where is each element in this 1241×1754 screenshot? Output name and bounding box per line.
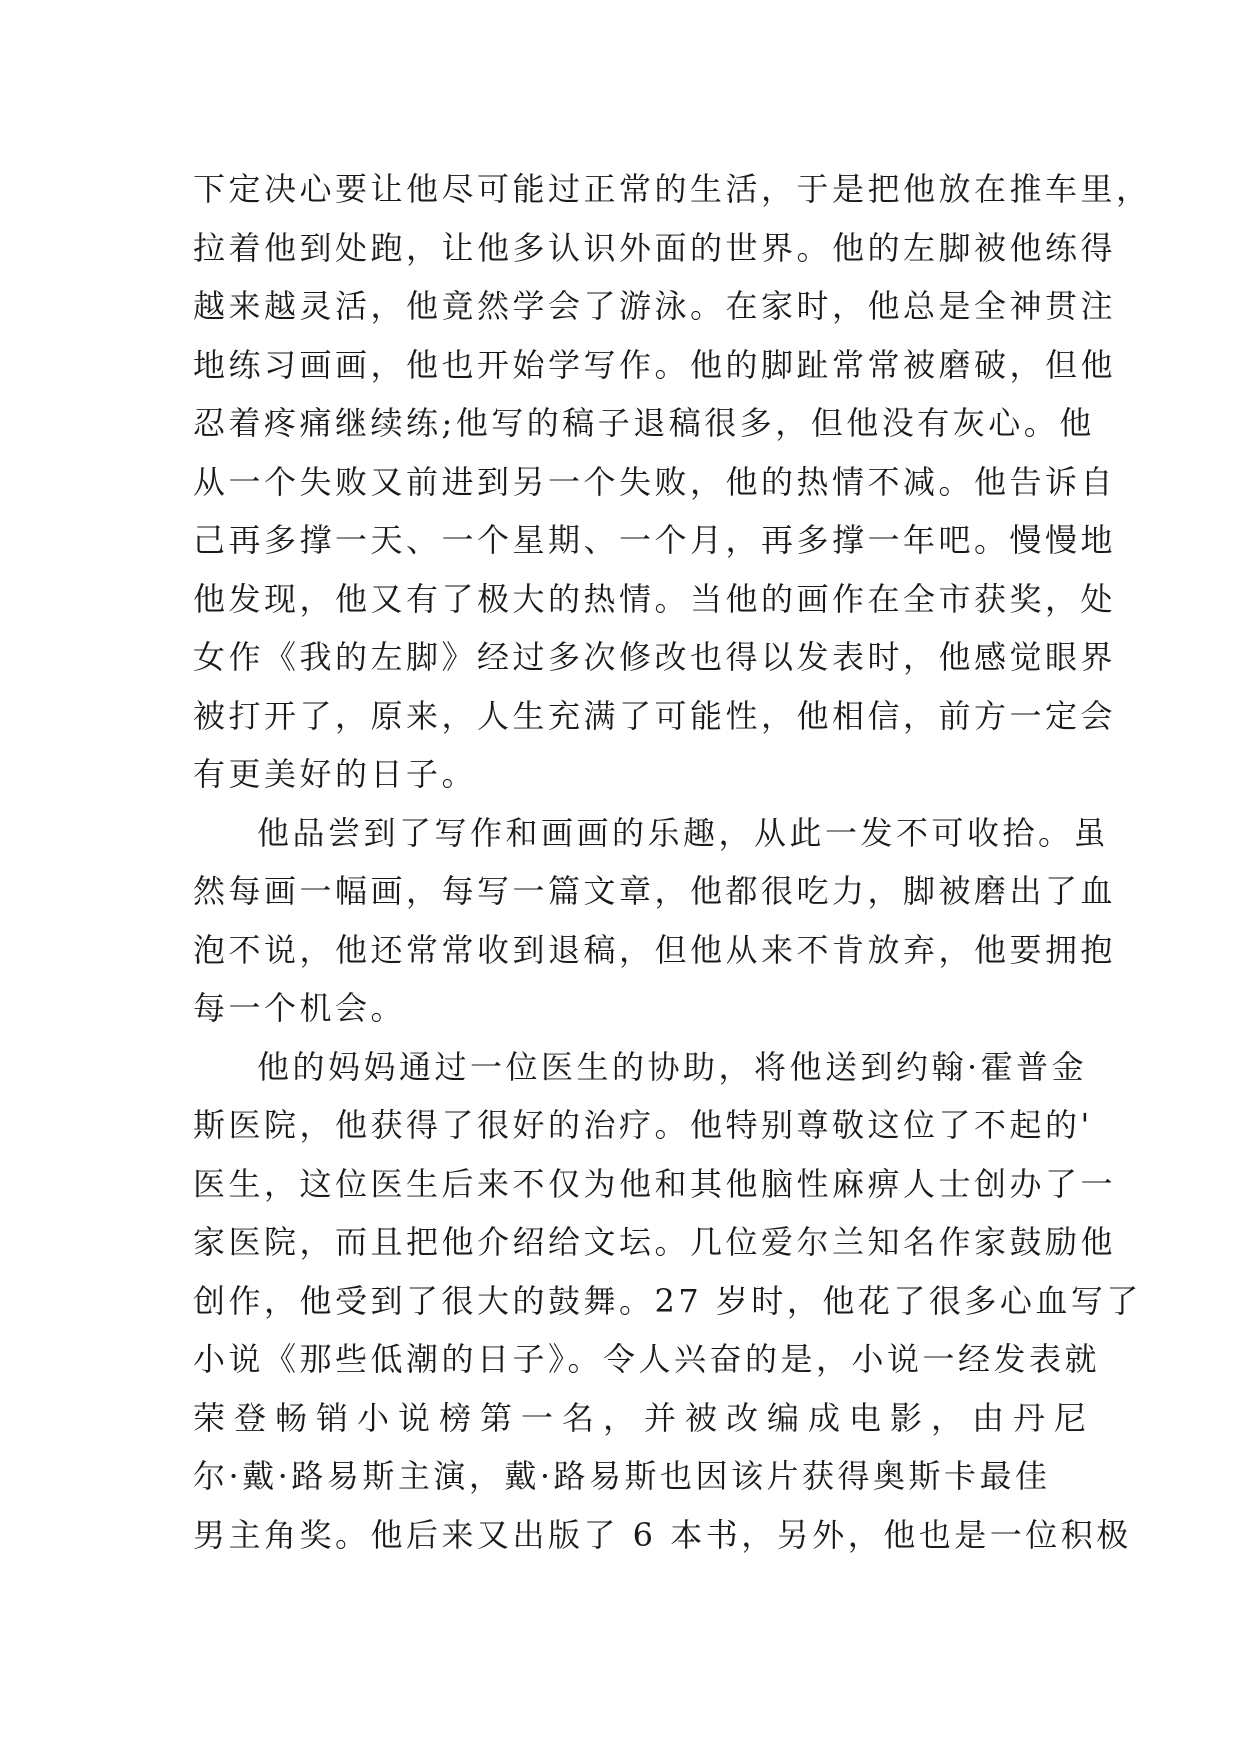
paragraph-start-line: 他的妈妈通过一位医生的协助，将他送到约翰·霍普金 xyxy=(257,1047,1088,1086)
text-line: 荣登畅销小说榜第一名，并被改编成电影，由丹尼 xyxy=(193,1398,1096,1437)
text-line: 斯医院，他获得了很好的治疗。他特别尊敬这位了不起的' xyxy=(193,1106,1093,1144)
text-line: 女作《我的左脚》经过多次修改也得以发表时，他感觉眼界 xyxy=(193,638,1117,676)
text-line: 然每画一幅画，每写一篇文章，他都很吃力，脚被磨出了血 xyxy=(193,872,1117,910)
text-line: 有更美好的日子。 xyxy=(193,755,478,793)
text-line: 尔·戴·路易斯主演，戴·路易斯也因该片获得奥斯卡最佳 xyxy=(193,1457,1051,1495)
text-line: 他发现，他又有了极大的热情。当他的画作在全市获奖，处 xyxy=(193,579,1117,618)
text-line: 创作，他受到了很大的鼓舞。27 岁时，他花了很多心血写了 xyxy=(193,1281,1142,1320)
text-line: 越来越灵活，他竟然学会了游泳。在家时，他总是全神贯注 xyxy=(193,287,1117,325)
text-line: 小说《那些低潮的日子》。令人兴奋的是，小说一经发表就 xyxy=(193,1340,1101,1378)
text-line: 每一个机会。 xyxy=(193,989,407,1027)
text-line: 被打开了，原来，人生充满了可能性，他相信，前方一定会 xyxy=(193,696,1117,735)
text-line: 忍着疼痛继续练;他写的稿子退稿很多，但他没有灰心。他 xyxy=(193,404,1095,442)
text-line: 拉着他到处跑，让他多认识外面的世界。他的左脚被他练得 xyxy=(193,228,1117,267)
text-line: 己再多撑一天、一个星期、一个月，再多撑一年吧。慢慢地 xyxy=(193,521,1117,559)
text-line: 下定决心要让他尽可能过正常的生活，于是把他放在推车里， xyxy=(193,170,1152,208)
paragraph-start-line: 他品尝到了写作和画画的乐趣，从此一发不可收拾。虽 xyxy=(257,813,1110,852)
text-line: 泡不说，他还常常收到退稿，但他从来不肯放弃，他要拥抱 xyxy=(193,930,1117,969)
text-line: 家医院，而且把他介绍给文坛。几位爱尔兰知名作家鼓励他 xyxy=(193,1223,1117,1261)
body-text xyxy=(193,160,1152,1564)
text-line: 地练习画画，他也开始学写作。他的脚趾常常被磨破，但他 xyxy=(193,345,1117,384)
text-line: 医生，这位医生后来不仅为他和其他脑性麻痹人士创办了一 xyxy=(193,1164,1117,1203)
text-line: 从一个失败又前进到另一个失败，他的热情不减。他告诉自 xyxy=(193,462,1117,501)
text-line: 男主角奖。他后来又出版了 6 本书，另外，他也是一位积极 xyxy=(193,1515,1132,1554)
